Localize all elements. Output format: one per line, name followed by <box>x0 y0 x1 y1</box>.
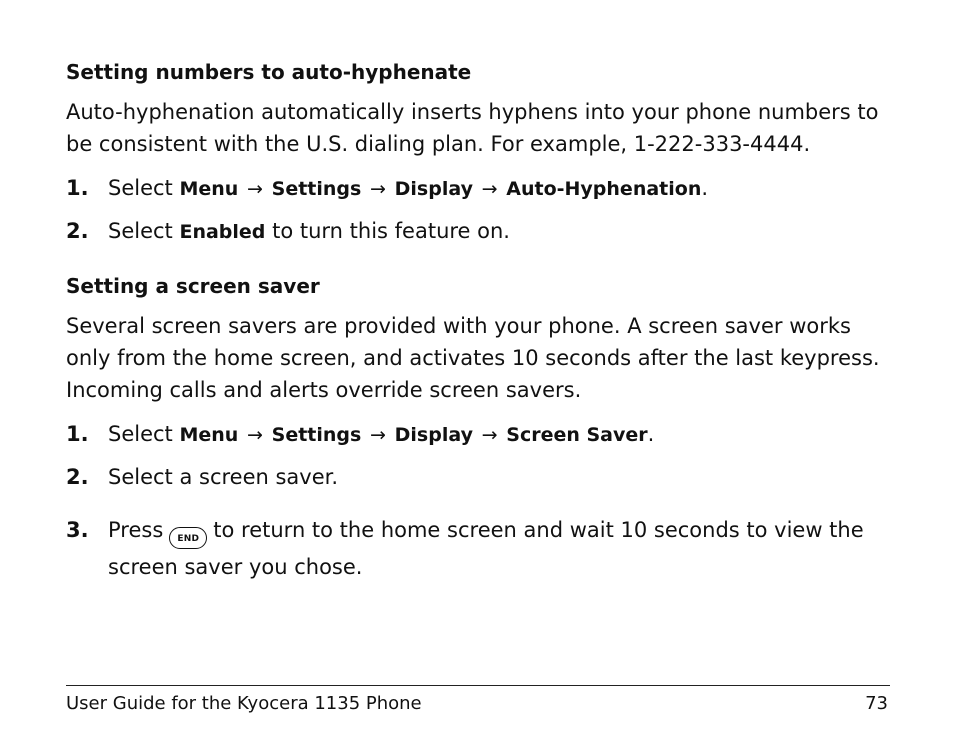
period: . <box>647 422 655 446</box>
settings-label: Settings <box>271 178 362 200</box>
step-number: 1. <box>66 176 89 200</box>
step-number: 2. <box>66 219 89 243</box>
step-3-press-end <box>66 512 896 585</box>
footer-title: User Guide for the Kyocera 1135 Phone <box>66 693 422 714</box>
menu-label: Menu <box>179 178 239 200</box>
period: . <box>701 176 709 200</box>
step-1-screen-saver <box>66 416 896 453</box>
section-heading-screen-saver: Setting a screen saver <box>66 274 320 298</box>
step-text: to turn this feature on. <box>272 219 510 243</box>
arrow-icon: → <box>481 424 498 446</box>
step-number: 3. <box>66 518 89 542</box>
display-label: Display <box>394 424 473 446</box>
step-text: to return to the home screen and wait 10 seconds to view the screen saver you chose. <box>108 518 864 579</box>
step-text: Select a screen saver. <box>108 465 339 489</box>
arrow-icon: → <box>247 178 263 200</box>
auto-hyphenation-label: Auto-Hyphenation <box>506 178 702 200</box>
select-text: Select <box>108 422 173 446</box>
screen-saver-paragraph: Several screen savers are provided with your phone. A screen saver works only from the home screen, and activates 10 seconds after the last keypress. Incoming calls and alerts override screen savers. <box>66 314 880 402</box>
settings-label: Settings <box>271 424 362 446</box>
footer-divider <box>66 685 890 686</box>
enabled-label: Enabled <box>179 221 266 243</box>
step-number: 2. <box>66 465 89 489</box>
step-1-auto-hyphenation <box>66 170 896 207</box>
screen-saver-label: Screen Saver <box>506 424 648 446</box>
page-number: 73 <box>865 693 888 714</box>
section-heading-auto-hyphenate: Setting numbers to auto-hyphenate <box>66 60 472 84</box>
arrow-icon: → <box>370 178 386 200</box>
step-2-select-saver <box>66 459 896 495</box>
select-text: Select <box>108 219 173 243</box>
press-text: Press <box>108 518 164 542</box>
display-label: Display <box>394 178 473 200</box>
menu-label: Menu <box>179 424 239 446</box>
step-2-enable <box>66 213 896 250</box>
end-key-icon: END <box>169 527 207 549</box>
arrow-icon: → <box>247 424 263 446</box>
step-number: 1. <box>66 422 89 446</box>
auto-hyphenate-paragraph: Auto-hyphenation automatically inserts hyphens into your phone numbers to be consistent with the U.S. dialing plan. For example, 1-222-333-4444. <box>66 100 879 156</box>
arrow-icon: → <box>481 178 498 200</box>
arrow-icon: → <box>370 424 386 446</box>
select-text: Select <box>108 176 173 200</box>
